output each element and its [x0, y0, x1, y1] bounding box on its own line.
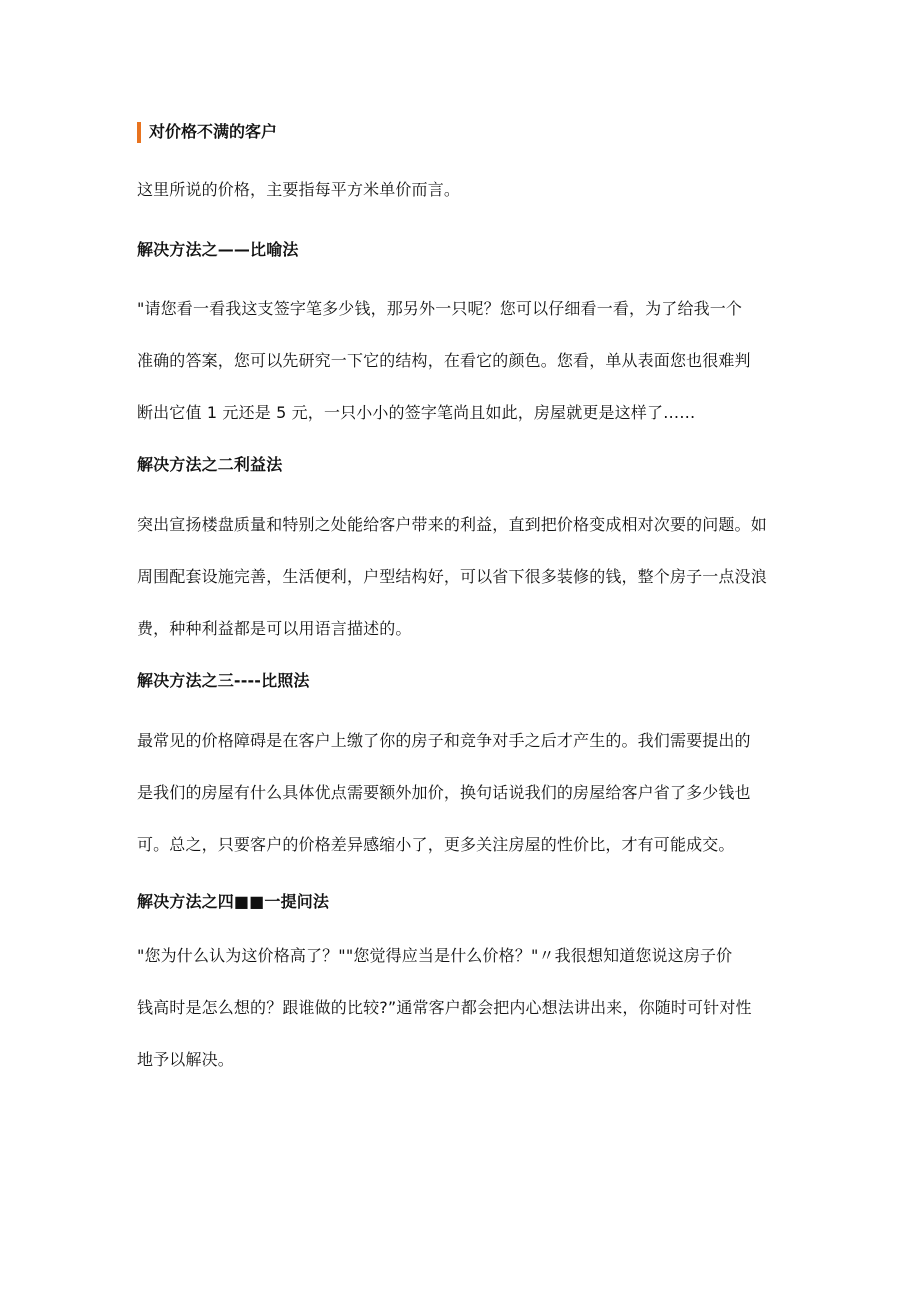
paragraph-line: 地予以解决。: [137, 1050, 234, 1069]
paragraph-line: 突出宣扬楼盘质量和特别之处能给客户带来的利益，直到把价格变成相对次要的问题。如: [137, 515, 767, 534]
method-2: [137, 439, 787, 655]
paragraph-line: 可。总之，只要客户的价格差异感缩小了，更多关注房屋的性价比，才有可能成交。: [137, 835, 735, 854]
paragraph-line: 断出它值 1 元还是 5 元，一只小小的签字笔尚且如此，房屋就更是这样了……: [137, 403, 696, 422]
paragraph-line: 最常见的价格障碍是在客户上缴了你的房子和竞争对手之后才产生的。我们需要提出的: [137, 731, 751, 750]
method-4: [137, 876, 787, 1086]
paragraph-line: "您为什么认为这价格高了？""您觉得应当是什么价格？"〃我很想知道您说这房子价: [137, 946, 733, 965]
intro-paragraph: [137, 164, 787, 216]
paragraph-line: 钱高时是怎么想的？跟谁做的比较?”通常客户都会把内心想法讲出来，你随时可针对性: [137, 998, 752, 1017]
section-title: 对价格不满的客户: [149, 122, 278, 141]
heading-accent-bar: [137, 122, 141, 143]
method-heading: 解决方法之二利益法: [137, 455, 283, 474]
method-1: [137, 224, 787, 439]
intro-line: 这里所说的价格，主要指每平方米单价而言。: [137, 180, 461, 199]
paragraph-line: 费，种种利益都是可以用语言描述的。: [137, 619, 412, 638]
paragraph-line: 是我们的房屋有什么具体优点需要额外加价，换句话说我们的房屋给客户省了多少钱也: [137, 783, 751, 802]
method-heading: 解决方法之四■■一提问法: [137, 892, 330, 911]
paragraph-line: 准确的答案，您可以先研究一下它的结构，在看它的颜色。您看，单从表面您也很难判: [137, 351, 751, 370]
method-3: [137, 655, 787, 871]
paragraph-line: "请您看一看我这支签字笔多少钱，那另外一只呢？您可以仔细看一看，为了给我一个: [137, 299, 743, 318]
method-heading: 解决方法之三----比照法: [137, 671, 310, 690]
paragraph-line: 周围配套设施完善，生活便利，户型结构好，可以省下很多装修的钱，整个房子一点没浪: [137, 567, 767, 586]
section-heading: [137, 120, 277, 144]
method-heading: 解决方法之——比喻法: [137, 240, 299, 259]
